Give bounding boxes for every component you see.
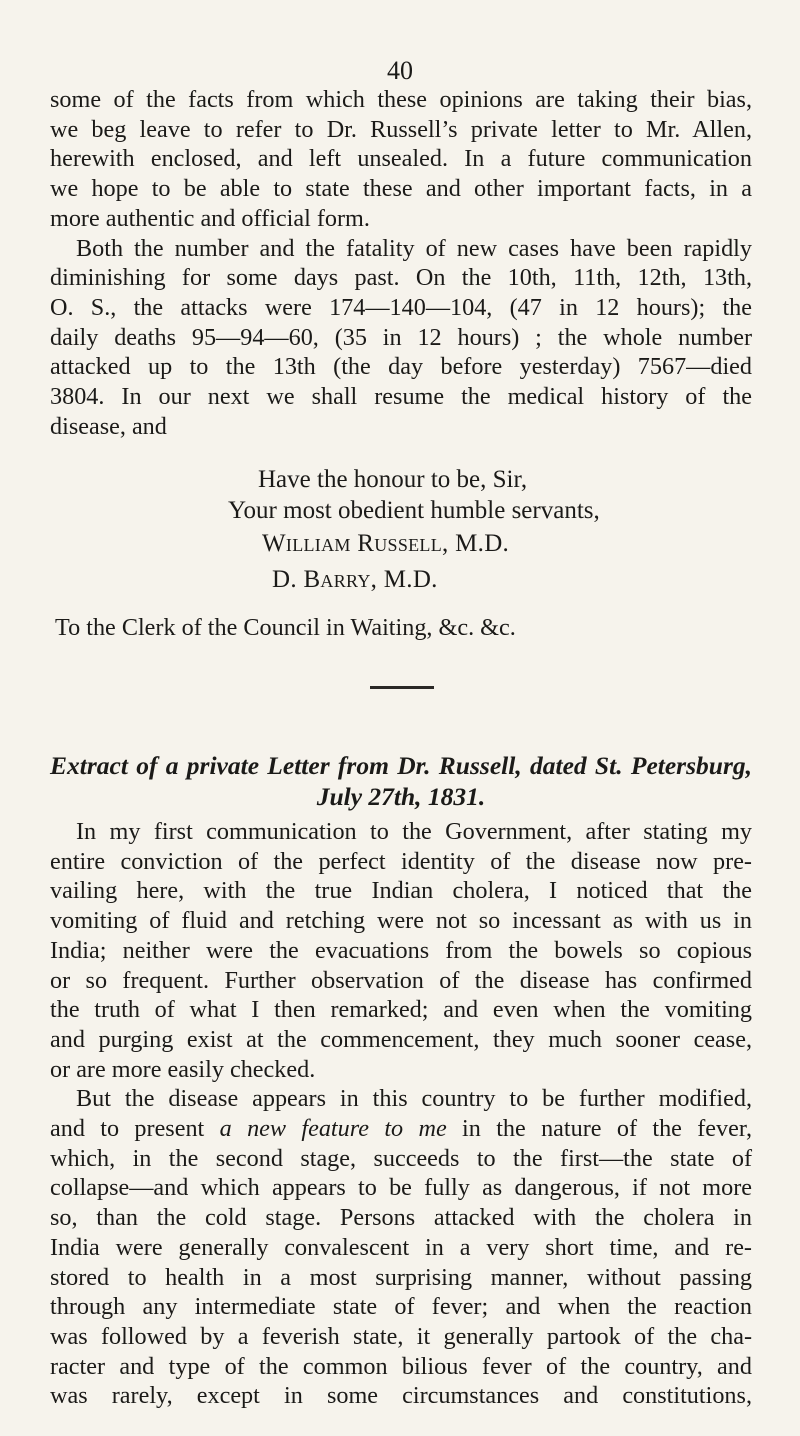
- text-line: entire conviction of the perfect identity of the disease now pre-: [50, 847, 752, 875]
- text-line: was rarely, except in some circumstances and constitutions,: [50, 1382, 752, 1410]
- extract-heading-line-1: Extract of a private Letter from Dr. Russell, dated St. Petersburg,: [50, 751, 752, 780]
- text-line: so, than the cold stage. Persons attacked with the cholera in: [50, 1204, 752, 1232]
- text-line: the truth of what I then remarked; and even when the vomiting: [50, 996, 752, 1024]
- paragraph-2: [50, 234, 752, 442]
- text-line: [50, 1114, 752, 1144]
- closing-line-2: Your most obedient humble servants,: [228, 497, 600, 524]
- addressee: To the Clerk of the Council in Waiting, &c. &c.: [55, 614, 516, 641]
- text-line: diminishing for some days past. On the 10th, 11th, 12th, 13th,: [50, 264, 752, 292]
- text-line: vomiting of fluid and retching were not so incessant as with us in: [50, 907, 752, 935]
- text-line: or so frequent. Further observation of the disease has confirmed: [50, 966, 752, 994]
- text-line: India; neither were the evacuations from the bowels so copious: [50, 936, 752, 964]
- text-line: daily deaths 95—94—60, (35 in 12 hours) ; the whole number: [50, 323, 752, 351]
- text-line: and purging exist at the commencement, they much sooner cease,: [50, 1025, 752, 1053]
- text-line: more authentic and official form.: [50, 204, 370, 232]
- text-line: disease, and: [50, 412, 167, 440]
- extract-heading: [50, 750, 752, 812]
- text-line: attacked up to the 13th (the day before yesterday) 7567—died: [50, 353, 752, 381]
- section-divider: [370, 686, 434, 689]
- text-line: Both the number and the fatality of new cases have been rapidly: [76, 234, 752, 262]
- text-line: stored to health in a most surprising manner, without passing: [50, 1263, 752, 1291]
- italic-emphasis: a new feature to me: [219, 1115, 447, 1143]
- text-line: India were generally convalescent in a very short time, and re-: [50, 1233, 752, 1261]
- text-line: which, in the second stage, succeeds to the first—the state of: [50, 1144, 752, 1172]
- text-line: But the disease appears in this country to be further modified,: [76, 1085, 752, 1113]
- text-line: In my first communication to the Government, after stating my: [76, 818, 752, 845]
- text-line: through any intermediate state of fever; and when the reaction: [50, 1293, 752, 1321]
- extract-heading-line-2: July 27th, 1831.: [316, 782, 486, 811]
- paragraph-4: [50, 1084, 752, 1411]
- page-number: 40: [387, 56, 413, 85]
- signature-barry: D. Barry, M.D.: [272, 566, 438, 593]
- extract-body: [50, 817, 752, 1411]
- text-line: collapse—and which appears to be fully as dangerous, if not more: [50, 1174, 752, 1202]
- paragraph-1: [50, 85, 752, 234]
- text-fragment: in the nature of the fever,: [446, 1115, 752, 1143]
- text-line: herewith enclosed, and left unsealed. In a future communication: [50, 145, 752, 173]
- text-line: some of the facts from which these opinions are taking their bias,: [50, 86, 752, 113]
- text-line: we beg leave to refer to Dr. Russell’s private letter to Mr. Allen,: [50, 115, 752, 143]
- text-line: racter and type of the common bilious fever of the country, and: [50, 1352, 752, 1380]
- text-line: or are more easily checked.: [50, 1055, 316, 1083]
- letter-body: [50, 85, 752, 441]
- text-line: we hope to be able to state these and other important facts, in a: [50, 175, 752, 203]
- text-line: O. S., the attacks were 174—140—104, (47 in 12 hours); the: [50, 293, 752, 321]
- text-fragment: and to present: [50, 1115, 220, 1143]
- text-line: was followed by a feverish state, it generally partook of the cha-: [50, 1322, 752, 1350]
- text-line: vailing here, with the true Indian cholera, I noticed that the: [50, 877, 752, 905]
- text-line: 3804. In our next we shall resume the medical history of the: [50, 383, 752, 411]
- signature-russell: William Russell, M.D.: [262, 530, 510, 557]
- paragraph-3: [50, 817, 752, 1084]
- closing-line-1: Have the honour to be, Sir,: [258, 466, 528, 493]
